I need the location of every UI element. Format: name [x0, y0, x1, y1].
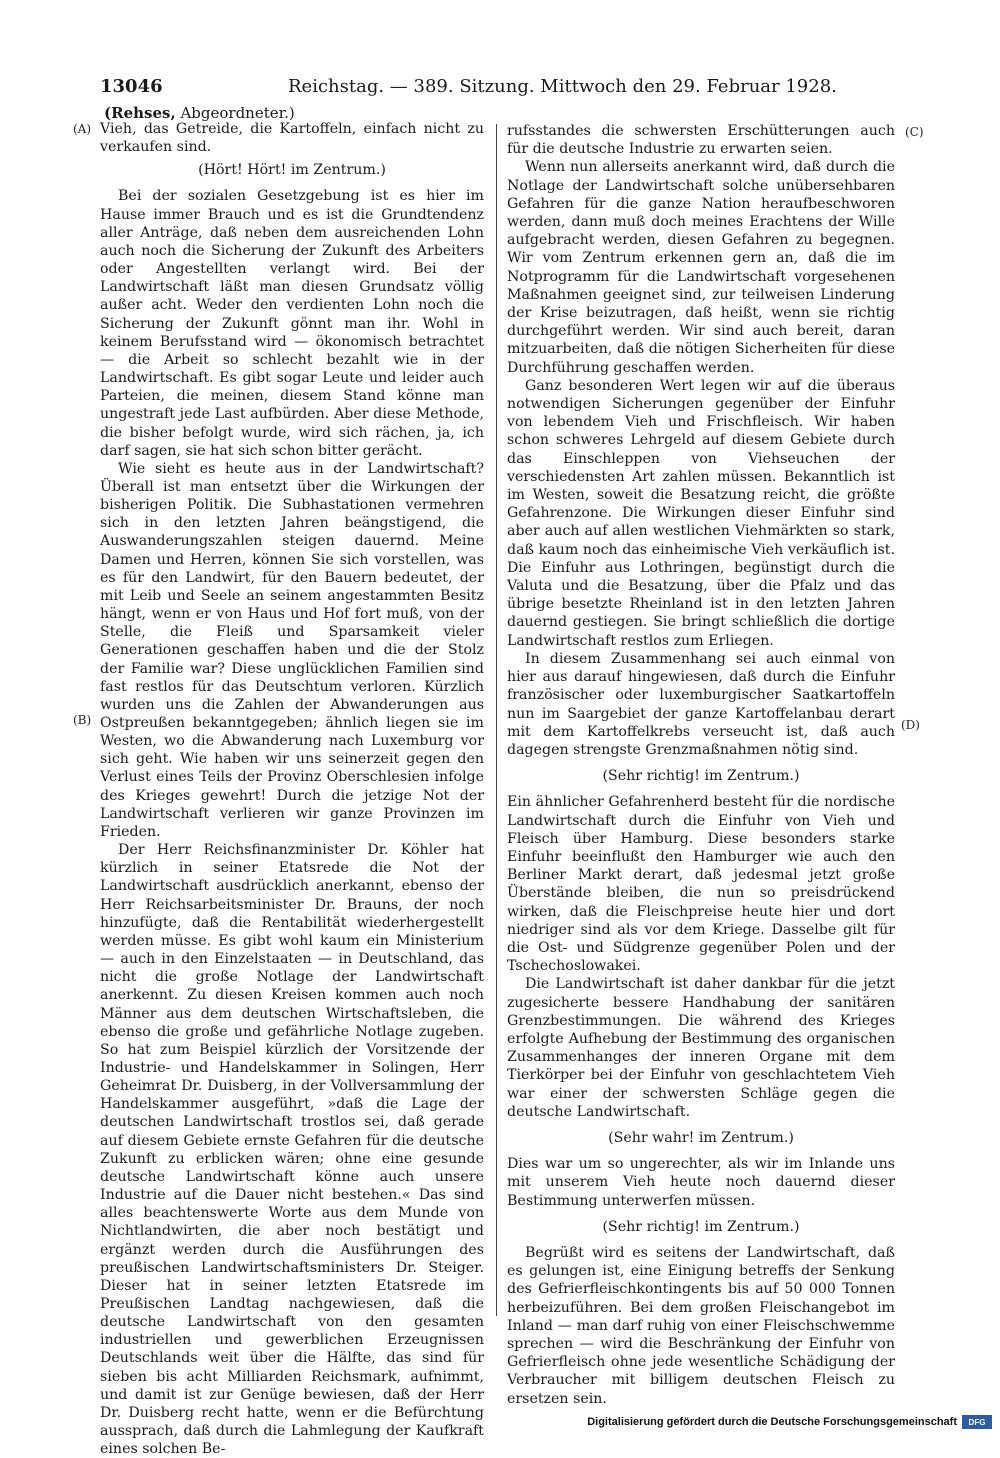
page-header	[0, 76, 1000, 106]
margin-mark-b: (B)	[73, 713, 92, 727]
running-title: Reichstag. — 389. Sitzung. Mittwoch den 29. Februar 1928.	[288, 76, 837, 97]
right-column	[507, 122, 895, 1408]
speaker-name: (Rehses,	[104, 104, 176, 122]
digitization-credit	[587, 1413, 992, 1431]
left-column	[100, 120, 484, 1458]
paragraph: Wenn nun allerseits anerkannt wird, daß durch die Notlage der Landwirtschaft solche unübersehbaren Gefahren für die ganze Nation heraufbeschworen werden, dann muß doch meines Erachtens der Wille aufgebracht werden, diesen Gefahren zu begegnen. Wir vom Zentrum erkennen gern an, daß die im Notprogramm für die Landwirtschaft vorgesehenen Maßnahmen geeignet sind, zur teilweisen Linderung der Krise beizutragen, daß heißt, wenn sie richtig durchgeführt werden. Wir sind auch bereit, daran mitzuarbeiten, daß die nötigen Sicherheiten für diese Durchführung geschaffen werden.	[507, 159, 895, 376]
speaker-role: Abgeordneter.)	[180, 104, 295, 122]
page-number: 13046	[100, 76, 163, 97]
paragraph: Wie sieht es heute aus in der Landwirtschaft? Überall ist man entsetzt über die Wirkungen der bisherigen Politik. Die Subhastationen vermehren sich in den letzten Jahren beängstigend, die Auswanderungszahlen steigen dauernd. Meine Damen und Herren, können Sie sich vorstellen, was es für den Landwirt, für den Bauern bedeutet, der mit Leib und Seele an seinem angestammten Besitz hängt, wenn er von Haus und Hof fort muß, von der Stelle, die Fleiß und Sparsamkeit vieler Generationen geschaffen haben und die der Stolz der Familie war? Diese unglücklichen Familien sind fast restlos für das Deutschtum verloren. Kürzlich wurden uns die Zahlen der Abwanderungen aus Ostpreußen bekanntgegeben; ähnlich liegen sie im Westen, wo die Abwanderung nach Luxemburg vor sich geht. Wie haben wir uns seinerzeit gegen den Verlust eines Teils der Provinz Oberschlesien infolge des Krieges gewehrt! Durch die jetzige Not der Landwirtschaft verlieren wir ganze Provinzen im Frieden.	[100, 460, 484, 840]
paragraph: Die Landwirtschaft ist daher dankbar für die jetzt zugesicherte bessere Handhabung der sanitären Grenzbestimmungen. Die während des Krieges erfolgte Aufhebung der Bestimmung des organischen Zusammenhanges der inneren Organe mit dem Tierkörper bei der Einfuhr von geschlachtetem Vieh war einer der schwersten Schläge gegen die deutsche Landwirtschaft.	[507, 976, 895, 1120]
paragraph: Dies war um so ungerechter, als wir im Inlande uns mit unserem Vieh heute noch dauernd dieser Bestimmung unterwerfen müssen.	[507, 1156, 895, 1209]
paragraph: Ganz besonderen Wert legen wir auf die überaus notwendigen Sicherungen gegenüber der Einfuhr von lebendem Vieh und Frischfleisch. Wir haben schon schweres Lehrgeld auf diesem Gebiete durch das Einschleppen von Viehseuchen der verschiedensten Art zahlen müssen. Bekanntlich ist im Westen, soweit die Besatzung reicht, die größte Gefahrenzone. Die Wirkungen dieser Einfuhr sind aber auch auf allen westlichen Viehmärkten so stark, daß kaum noch das einheimische Vieh verkäuflich ist. Die Einfuhr aus Lothringen, begünstigt durch die Valuta und die Besatzung, über die Pfalz und das übrige besetzte Rheinland ist in den letzten Jahren dauernd gestiegen. Sie bringt schließlich die dortige Landwirtschaft restlos zum Erliegen.	[507, 377, 895, 649]
interjection: (Sehr wahr! im Zentrum.)	[608, 1129, 794, 1146]
margin-mark-c: (C)	[905, 125, 924, 139]
paragraph: rufsstandes die schwersten Erschütterungen auch für die deutsche Industrie zu erwarten seien.	[507, 123, 895, 158]
margin-mark-a: (A)	[73, 122, 92, 136]
paragraph: Bei der sozialen Gesetzgebung ist es hier im Hause immer Brauch und es ist die Grundtendenz aller Anträge, daß neben dem ausreichenden Lohn auch noch die Sicherung der Zukunft des Arbeiters oder Angestellten verlangt wird. Bei der Landwirtschaft läßt man diesen Grundsatz völlig außer acht. Weder den verdienten Lohn noch die Sicherung der Zukunft gönnt man ihr. Wohl in keinem Berufsstand wird — ökonomisch betrachtet — die Arbeit so schlecht bezahlt wie in der Landwirtschaft. Es gibt sogar Leute und leider auch Parteien, die meinen, diesem Stand könne man ungestraft jede Last aufbürden. Aber diese Methode, die bisher befolgt wurde, wird sich rächen, ja, ich darf sagen, sie hat sich schon bitter gerächt.	[100, 188, 484, 459]
credit-text: Digitalisierung gefördert durch die Deutsche Forschungsgemeinschaft	[587, 1416, 957, 1428]
dfg-logo-icon: DFG	[962, 1415, 992, 1429]
margin-mark-d: (D)	[901, 718, 920, 732]
paragraph: Der Herr Reichsfinanzminister Dr. Köhler hat kürzlich in seiner Etatsrede die Not der Landwirtschaft ausdrücklich anerkannt, ebenso der Herr Reichsarbeitsminister Dr. Brauns, der noch hinzufügte, daß die Rentabilität wiederhergestellt werden müsse. Es gibt wohl kaum ein Ministerium — auch in den Einzelstaaten — in Deutschland, das nicht die große Notlage der Landwirtschaft anerkennt. Zu diesen Kreisen kommen auch noch Männer aus dem deutschen Wirtschaftsleben, die ebenso die große und gefährliche Notlage zugeben. So hat zum Beispiel kürzlich der Vorsitzende der Industrie- und Handelskammer in Solingen, Herr Geheimrat Dr. Duisberg, in der Vollversammlung der Handelskammer ausgeführt, »daß die Lage der deutschen Landwirtschaft trostlos sei, daß gerade auf diesem Gebiete ernste Gefahren für die deutsche Zukunft zu erblicken wären; ohne eine gesunde deutsche Landwirtschaft könne auch unsere Industrie auf die Dauer nicht bestehen.« Das sind alles beachtenswerte Worte aus dem Munde von Nichtlandwirten, die aber noch bestätigt und ergänzt werden durch die Ausführungen des preußischen Landwirtschaftsministers Dr. Steiger. Dieser hat in seiner letzten Etatsrede im Preußischen Landtag nachgewiesen, daß die deutsche Landwirtschaft von den gesamten industriellen und gewerblichen Erzeugnissen Deutschlands weit über die Hälfte, das sind für sieben bis acht Milliarden Reichsmark, aufnimmt, und damit ist zur Genüge bewiesen, daß der Herr Dr. Duisberg recht hatte, wenn er die Befürchtung aussprach, daß durch die Lahmlegung der Kaufkraft eines solchen Be-	[100, 842, 484, 1458]
interjection: (Hört! Hört! im Zentrum.)	[198, 162, 386, 179]
paragraph: In diesem Zusammenhang sei auch einmal von hier aus darauf hingewiesen, daß durch die Einfuhr französischer oder luxemburgischer Saatkartoffeln nun im Saargebiet der ganze Kartoffelanbau derart mit dem Kartoffelkrebs verseucht ist, daß auch dagegen strengste Grenzmaßnahmen nötig sind.	[507, 650, 895, 758]
column-divider	[496, 124, 497, 1316]
paragraph: Ein ähnlicher Gefahrenherd besteht für die nordische Landwirtschaft durch die Einfuhr von Vieh und Fleisch über Hamburg. Diese besonders starke Einfuhr beeinflußt den Hamburger wie auch den Berliner Markt derart, daß jedesmal jetzt große Überstände bleiben, die nun so preisdrückend wirken, daß die Fleischpreise heute hier und dort niedriger sind als vor dem Kriege. Dasselbe gilt für die Ost- und Südgrenze gegenüber Polen und der Tschechoslowakei.	[507, 794, 895, 975]
interjection: (Sehr richtig! im Zentrum.)	[602, 1218, 800, 1235]
paragraph: Begrüßt wird es seitens der Landwirtschaft, daß es gelungen ist, eine Einigung betreffs der Senkung des Gefrierfleischkontingents bis auf 50 000 Tonnen herbeizuführen. Bei dem großen Fleischangebot im Inland — man darf ruhig von einer Fleischschwemme sprechen — wird die Beschränkung der Einfuhr von Gefrierfleisch ohne jede wesentliche Schädigung der Verbraucher mit billigem deutschen Fleisch zu ersetzen sein.	[507, 1244, 895, 1407]
paragraph: Vieh, das Getreide, die Kartoffeln, einfach nicht zu verkaufen sind.	[100, 121, 484, 156]
interjection: (Sehr richtig! im Zentrum.)	[602, 768, 800, 785]
